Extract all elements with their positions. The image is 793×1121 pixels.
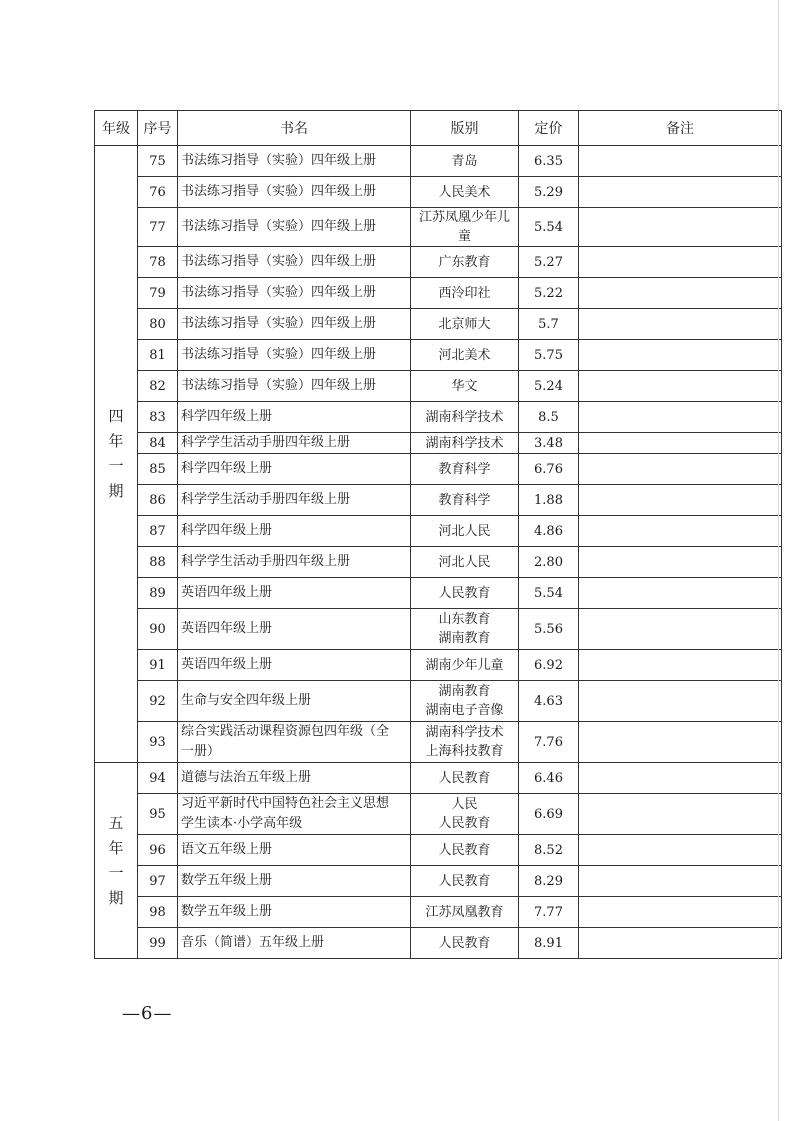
publisher-cell xyxy=(411,681,519,722)
index-cell: 93 xyxy=(138,722,178,763)
table-row xyxy=(95,433,782,454)
publisher-cell xyxy=(411,340,519,371)
index-cell: 79 xyxy=(138,278,178,309)
price-cell: 8.91 xyxy=(519,928,579,959)
notes-cell xyxy=(579,402,782,433)
index-cell: 82 xyxy=(138,371,178,402)
price-cell: 5.24 xyxy=(519,371,579,402)
table-row xyxy=(95,309,782,340)
title-line: 书法练习指导（实验）四年级上册 xyxy=(181,184,377,199)
index-cell: 92 xyxy=(138,681,178,722)
title-line: 书法练习指导（实验）四年级上册 xyxy=(181,285,377,300)
table-row xyxy=(95,485,782,516)
price-cell: 5.22 xyxy=(519,278,579,309)
title-line: 英语四年级上册 xyxy=(181,585,273,600)
index-cell: 87 xyxy=(138,516,178,547)
publisher-line: 湖南教育 xyxy=(438,684,491,699)
publisher-cell xyxy=(411,371,519,402)
title-cell xyxy=(178,681,411,722)
index-cell: 90 xyxy=(138,609,178,650)
publisher-line: 华文 xyxy=(451,378,478,394)
publisher-line: 教育科学 xyxy=(438,492,491,508)
notes-cell xyxy=(579,578,782,609)
price-cell: 7.76 xyxy=(519,722,579,763)
title-cell xyxy=(178,454,411,485)
publisher-line: 教育科学 xyxy=(438,461,491,477)
title-line: 书法练习指导（实验）四年级上册 xyxy=(181,254,377,269)
title-cell xyxy=(178,897,411,928)
page-number: —6— xyxy=(122,1003,173,1024)
publisher-line: 湖南科学技术 xyxy=(425,435,504,451)
title-cell xyxy=(178,278,411,309)
notes-cell xyxy=(579,177,782,208)
table-row xyxy=(95,146,782,177)
notes-cell xyxy=(579,897,782,928)
publisher-line: 河北人民 xyxy=(438,554,491,570)
publisher-cell xyxy=(411,835,519,866)
publisher-line: 江苏凤凰教育 xyxy=(425,904,504,920)
notes-cell xyxy=(579,516,782,547)
publisher-line: 人民教育 xyxy=(438,842,491,858)
index-cell: 96 xyxy=(138,835,178,866)
index-cell: 97 xyxy=(138,866,178,897)
publisher-line: 人民教育 xyxy=(438,935,491,951)
title-cell xyxy=(178,177,411,208)
publisher-line: 湖南科学技术 xyxy=(425,409,504,425)
notes-cell xyxy=(579,485,782,516)
title-cell xyxy=(178,340,411,371)
title-cell xyxy=(178,763,411,794)
title-cell xyxy=(178,247,411,278)
price-cell: 5.54 xyxy=(519,208,579,247)
publisher-line: 广东教育 xyxy=(438,254,491,270)
price-cell: 6.35 xyxy=(519,146,579,177)
table-body xyxy=(95,146,782,959)
title-line: 数学五年级上册 xyxy=(181,904,273,919)
publisher-line: 河北人民 xyxy=(438,523,491,539)
notes-cell xyxy=(579,208,782,247)
price-cell: 5.75 xyxy=(519,340,579,371)
price-cell: 4.86 xyxy=(519,516,579,547)
publisher-cell xyxy=(411,547,519,578)
index-cell: 85 xyxy=(138,454,178,485)
title-cell xyxy=(178,309,411,340)
price-cell: 1.88 xyxy=(519,485,579,516)
price-cell: 6.69 xyxy=(519,794,579,835)
price-cell: 8.29 xyxy=(519,866,579,897)
notes-cell xyxy=(579,835,782,866)
title-cell xyxy=(178,516,411,547)
notes-cell xyxy=(579,547,782,578)
publisher-cell xyxy=(411,722,519,763)
title-cell xyxy=(178,402,411,433)
table-row xyxy=(95,897,782,928)
publisher-line: 湖南电子音像 xyxy=(425,703,504,718)
header-index: 序号 xyxy=(138,111,178,146)
title-line: 学生读本·小学高年级 xyxy=(181,816,303,831)
table-row xyxy=(95,609,782,650)
title-line: 一册） xyxy=(181,744,221,759)
title-cell xyxy=(178,208,411,247)
price-cell: 8.5 xyxy=(519,402,579,433)
grade-cell xyxy=(95,763,138,959)
title-line: 数学五年级上册 xyxy=(181,873,273,888)
index-cell: 83 xyxy=(138,402,178,433)
publisher-cell xyxy=(411,247,519,278)
price-cell: 5.54 xyxy=(519,578,579,609)
title-line: 书法练习指导（实验）四年级上册 xyxy=(181,153,377,168)
table-row xyxy=(95,278,782,309)
notes-cell xyxy=(579,454,782,485)
title-line: 英语四年级上册 xyxy=(181,657,273,672)
table-row xyxy=(95,722,782,763)
publisher-cell xyxy=(411,177,519,208)
publisher-cell xyxy=(411,309,519,340)
publisher-cell xyxy=(411,402,519,433)
publisher-line: 湖南少年儿童 xyxy=(425,657,504,673)
publisher-cell xyxy=(411,794,519,835)
grade-label: 四年一期 xyxy=(108,407,124,500)
notes-cell xyxy=(579,928,782,959)
publisher-line: 河北美术 xyxy=(438,347,491,363)
table-row xyxy=(95,650,782,681)
title-line: 综合实践活动课程资源包四年级（全 xyxy=(181,724,390,739)
header-notes: 备注 xyxy=(579,111,782,146)
title-line: 书法练习指导（实验）四年级上册 xyxy=(181,219,377,234)
table-row xyxy=(95,928,782,959)
index-cell: 88 xyxy=(138,547,178,578)
table-row xyxy=(95,371,782,402)
notes-cell xyxy=(579,371,782,402)
title-line: 书法练习指导（实验）四年级上册 xyxy=(181,316,377,331)
notes-cell xyxy=(579,866,782,897)
title-line: 科学学生活动手册四年级上册 xyxy=(181,554,351,569)
publisher-line: 湖南教育 xyxy=(438,631,491,646)
table-header-row xyxy=(95,111,782,146)
notes-cell xyxy=(579,722,782,763)
publisher-cell xyxy=(411,650,519,681)
price-cell: 3.48 xyxy=(519,433,579,454)
table-row xyxy=(95,516,782,547)
table-row xyxy=(95,763,782,794)
title-cell xyxy=(178,650,411,681)
index-cell: 78 xyxy=(138,247,178,278)
notes-cell xyxy=(579,433,782,454)
notes-cell xyxy=(579,794,782,835)
publisher-line: 青岛 xyxy=(451,153,478,169)
index-cell: 80 xyxy=(138,309,178,340)
table-row xyxy=(95,578,782,609)
price-cell: 5.29 xyxy=(519,177,579,208)
textbook-price-table xyxy=(94,110,782,959)
price-cell: 8.52 xyxy=(519,835,579,866)
title-line: 英语四年级上册 xyxy=(181,621,273,636)
publisher-cell xyxy=(411,516,519,547)
index-cell: 81 xyxy=(138,340,178,371)
publisher-cell xyxy=(411,146,519,177)
publisher-line: 江苏凤凰少年儿童 xyxy=(418,210,510,244)
title-line: 语文五年级上册 xyxy=(181,842,273,857)
publisher-line: 人民 xyxy=(451,797,478,812)
notes-cell xyxy=(579,247,782,278)
index-cell: 95 xyxy=(138,794,178,835)
table-row xyxy=(95,177,782,208)
title-line: 科学学生活动手册四年级上册 xyxy=(181,435,351,450)
price-cell: 4.63 xyxy=(519,681,579,722)
price-cell: 5.56 xyxy=(519,609,579,650)
title-cell xyxy=(178,722,411,763)
title-line: 音乐（简谱）五年级上册 xyxy=(181,935,325,950)
notes-cell xyxy=(579,278,782,309)
publisher-line: 人民教育 xyxy=(438,770,491,786)
publisher-line: 人民教育 xyxy=(438,585,491,601)
index-cell: 75 xyxy=(138,146,178,177)
publisher-line: 人民教育 xyxy=(438,816,491,831)
index-cell: 84 xyxy=(138,433,178,454)
notes-cell xyxy=(579,146,782,177)
publisher-cell xyxy=(411,866,519,897)
index-cell: 89 xyxy=(138,578,178,609)
title-line: 生命与安全四年级上册 xyxy=(181,693,312,708)
notes-cell xyxy=(579,340,782,371)
title-line: 书法练习指导（实验）四年级上册 xyxy=(181,347,377,362)
table-row xyxy=(95,681,782,722)
index-cell: 77 xyxy=(138,208,178,247)
table-row xyxy=(95,208,782,247)
title-line: 习近平新时代中国特色社会主义思想 xyxy=(181,796,390,811)
publisher-cell xyxy=(411,578,519,609)
publisher-cell xyxy=(411,897,519,928)
publisher-cell xyxy=(411,454,519,485)
table-row xyxy=(95,866,782,897)
title-cell xyxy=(178,578,411,609)
publisher-cell xyxy=(411,485,519,516)
publisher-line: 山东教育 xyxy=(438,612,491,627)
table-row xyxy=(95,835,782,866)
price-cell: 5.27 xyxy=(519,247,579,278)
publisher-line: 人民教育 xyxy=(438,873,491,889)
title-cell xyxy=(178,835,411,866)
index-cell: 86 xyxy=(138,485,178,516)
publisher-cell xyxy=(411,433,519,454)
publisher-cell xyxy=(411,763,519,794)
index-cell: 99 xyxy=(138,928,178,959)
publisher-cell xyxy=(411,208,519,247)
header-title: 书名 xyxy=(178,111,411,146)
publisher-cell xyxy=(411,928,519,959)
price-cell: 6.92 xyxy=(519,650,579,681)
index-cell: 91 xyxy=(138,650,178,681)
price-cell: 5.7 xyxy=(519,309,579,340)
notes-cell xyxy=(579,650,782,681)
title-cell xyxy=(178,866,411,897)
table-row xyxy=(95,402,782,433)
title-line: 科学四年级上册 xyxy=(181,461,273,476)
publisher-line: 湖南科学技术 xyxy=(425,725,504,740)
scan-edge-line xyxy=(778,0,779,1121)
header-grade: 年级 xyxy=(95,111,138,146)
notes-cell xyxy=(579,309,782,340)
title-cell xyxy=(178,794,411,835)
table-row xyxy=(95,454,782,485)
title-cell xyxy=(178,146,411,177)
index-cell: 76 xyxy=(138,177,178,208)
notes-cell xyxy=(579,681,782,722)
title-cell xyxy=(178,928,411,959)
title-cell xyxy=(178,371,411,402)
publisher-line: 西泠印社 xyxy=(438,285,491,301)
grade-cell xyxy=(95,146,138,763)
table-row xyxy=(95,340,782,371)
header-price: 定价 xyxy=(519,111,579,146)
publisher-line: 北京师大 xyxy=(438,316,491,332)
table-row xyxy=(95,547,782,578)
publisher-cell xyxy=(411,609,519,650)
price-cell: 6.76 xyxy=(519,454,579,485)
title-line: 科学四年级上册 xyxy=(181,523,273,538)
publisher-line: 上海科技教育 xyxy=(425,744,504,759)
price-cell: 2.80 xyxy=(519,547,579,578)
title-cell xyxy=(178,547,411,578)
price-cell: 7.77 xyxy=(519,897,579,928)
title-cell xyxy=(178,609,411,650)
index-cell: 94 xyxy=(138,763,178,794)
publisher-line: 人民美术 xyxy=(438,184,491,200)
title-line: 道德与法治五年级上册 xyxy=(181,770,312,785)
title-cell xyxy=(178,485,411,516)
title-line: 科学学生活动手册四年级上册 xyxy=(181,492,351,507)
price-cell: 6.46 xyxy=(519,763,579,794)
index-cell: 98 xyxy=(138,897,178,928)
title-line: 科学四年级上册 xyxy=(181,409,273,424)
grade-label: 五年一期 xyxy=(108,813,124,907)
table-row xyxy=(95,247,782,278)
notes-cell xyxy=(579,763,782,794)
title-cell xyxy=(178,433,411,454)
table-row xyxy=(95,794,782,835)
notes-cell xyxy=(579,609,782,650)
header-publisher: 版别 xyxy=(411,111,519,146)
publisher-cell xyxy=(411,278,519,309)
title-line: 书法练习指导（实验）四年级上册 xyxy=(181,378,377,393)
